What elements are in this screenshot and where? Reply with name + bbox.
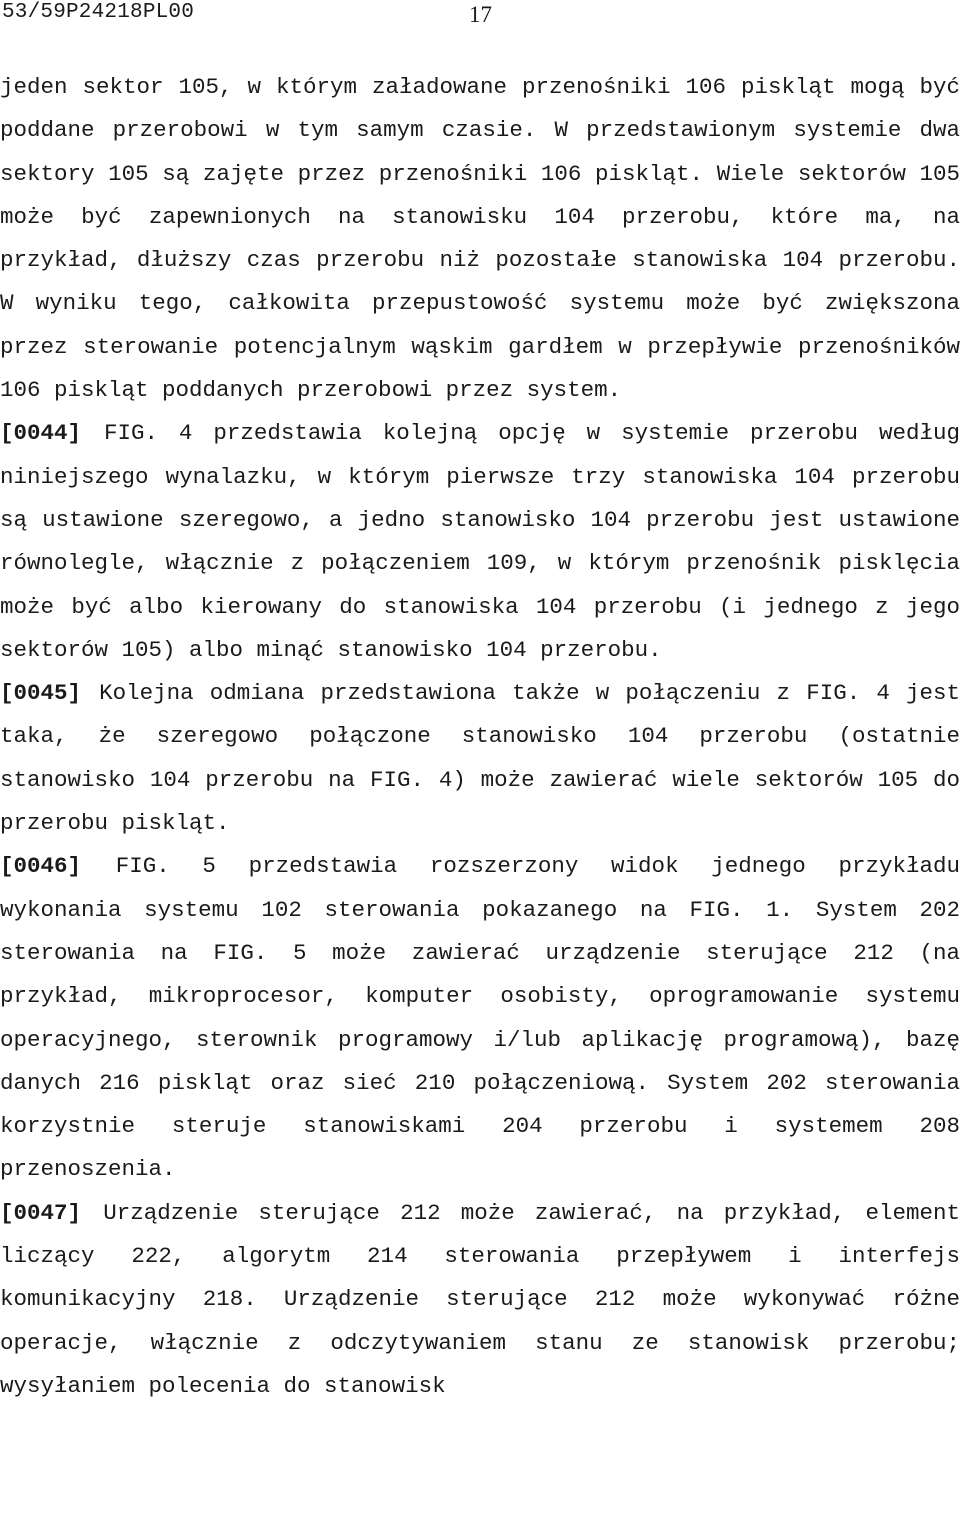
document-body	[0, 66, 960, 1408]
paragraph-number: [0046]	[0, 853, 82, 880]
paragraph-0044	[0, 412, 960, 672]
paragraph-0047	[0, 1192, 960, 1408]
document-id: 53/59P24218PL00	[2, 1, 195, 24]
paragraph-text: FIG. 5 przedstawia rozszerzony widok jednego przykładu wykonania systemu 102 sterowania pokazanego na FIG. 1. System 202 sterowania na FIG. 5 może zawierać urządzenie sterujące 212 (na przykład, mikroprocesor, komputer osobisty, oprogramowanie systemu operacyjnego, sterownik programowy i/lub aplikację programową), bazę danych 216 piskląt oraz sieć 210 połączeniową. System 202 sterowania korzystnie steruje stanowiskami 204 przerobu i systemem 208 przenoszenia.	[0, 853, 960, 1183]
paragraph-number: [0045]	[0, 680, 82, 707]
page-header	[0, 0, 960, 28]
paragraph-0046	[0, 845, 960, 1191]
paragraph-number: [0044]	[0, 420, 82, 447]
paragraph-0045	[0, 672, 960, 845]
paragraph-text: FIG. 4 przedstawia kolejną opcję w systemie przerobu według niniejszego wynalazku, w którym pierwsze trzy stanowiska 104 przerobu są ustawione szeregowo, a jedno stanowisko 104 przerobu jest ustawione równolegle, włącznie z połączeniem 109, w którym przenośnik pisklęcia może być albo kierowany do stanowiska 104 przerobu (i jednego z jego sektorów 105) albo minąć stanowisko 104 przerobu.	[0, 420, 960, 663]
page-number: 17	[469, 2, 492, 27]
paragraph-text: jeden sektor 105, w którym załadowane przenośniki 106 piskląt mogą być poddane przerobowi w tym samym czasie. W przedstawionym systemie dwa sektory 105 są zajęte przez przenośniki 106 piskląt. Wiele sektorów 105 może być zapewnionych na stanowisku 104 przerobu, które ma, na przykład, dłuższy czas przerobu niż pozostałe stanowiska 104 przerobu. W wyniku tego, całkowita przepustowość systemu może być zwiększona przez sterowanie potencjalnym wąskim gardłem w przepływie przenośników 106 piskląt poddanych przerobowi przez system.	[0, 74, 960, 404]
paragraph-continuation	[0, 66, 960, 412]
paragraph-text: Urządzenie sterujące 212 może zawierać, na przykład, element liczący 222, algorytm 214 sterowania przepływem i interfejs komunikacyjny 218. Urządzenie sterujące 212 może wykonywać różne operacje, włącznie z odczytywaniem stanu ze stanowisk przerobu; wysyłaniem polecenia do stanowisk	[0, 1199, 960, 1399]
paragraph-text: Kolejna odmiana przedstawiona także w połączeniu z FIG. 4 jest taka, że szeregowo połączone stanowisko 104 przerobu (ostatnie stanowisko 104 przerobu na FIG. 4) może zawierać wiele sektorów 105 do przerobu piskląt.	[0, 680, 960, 837]
paragraph-number: [0047]	[0, 1199, 82, 1226]
